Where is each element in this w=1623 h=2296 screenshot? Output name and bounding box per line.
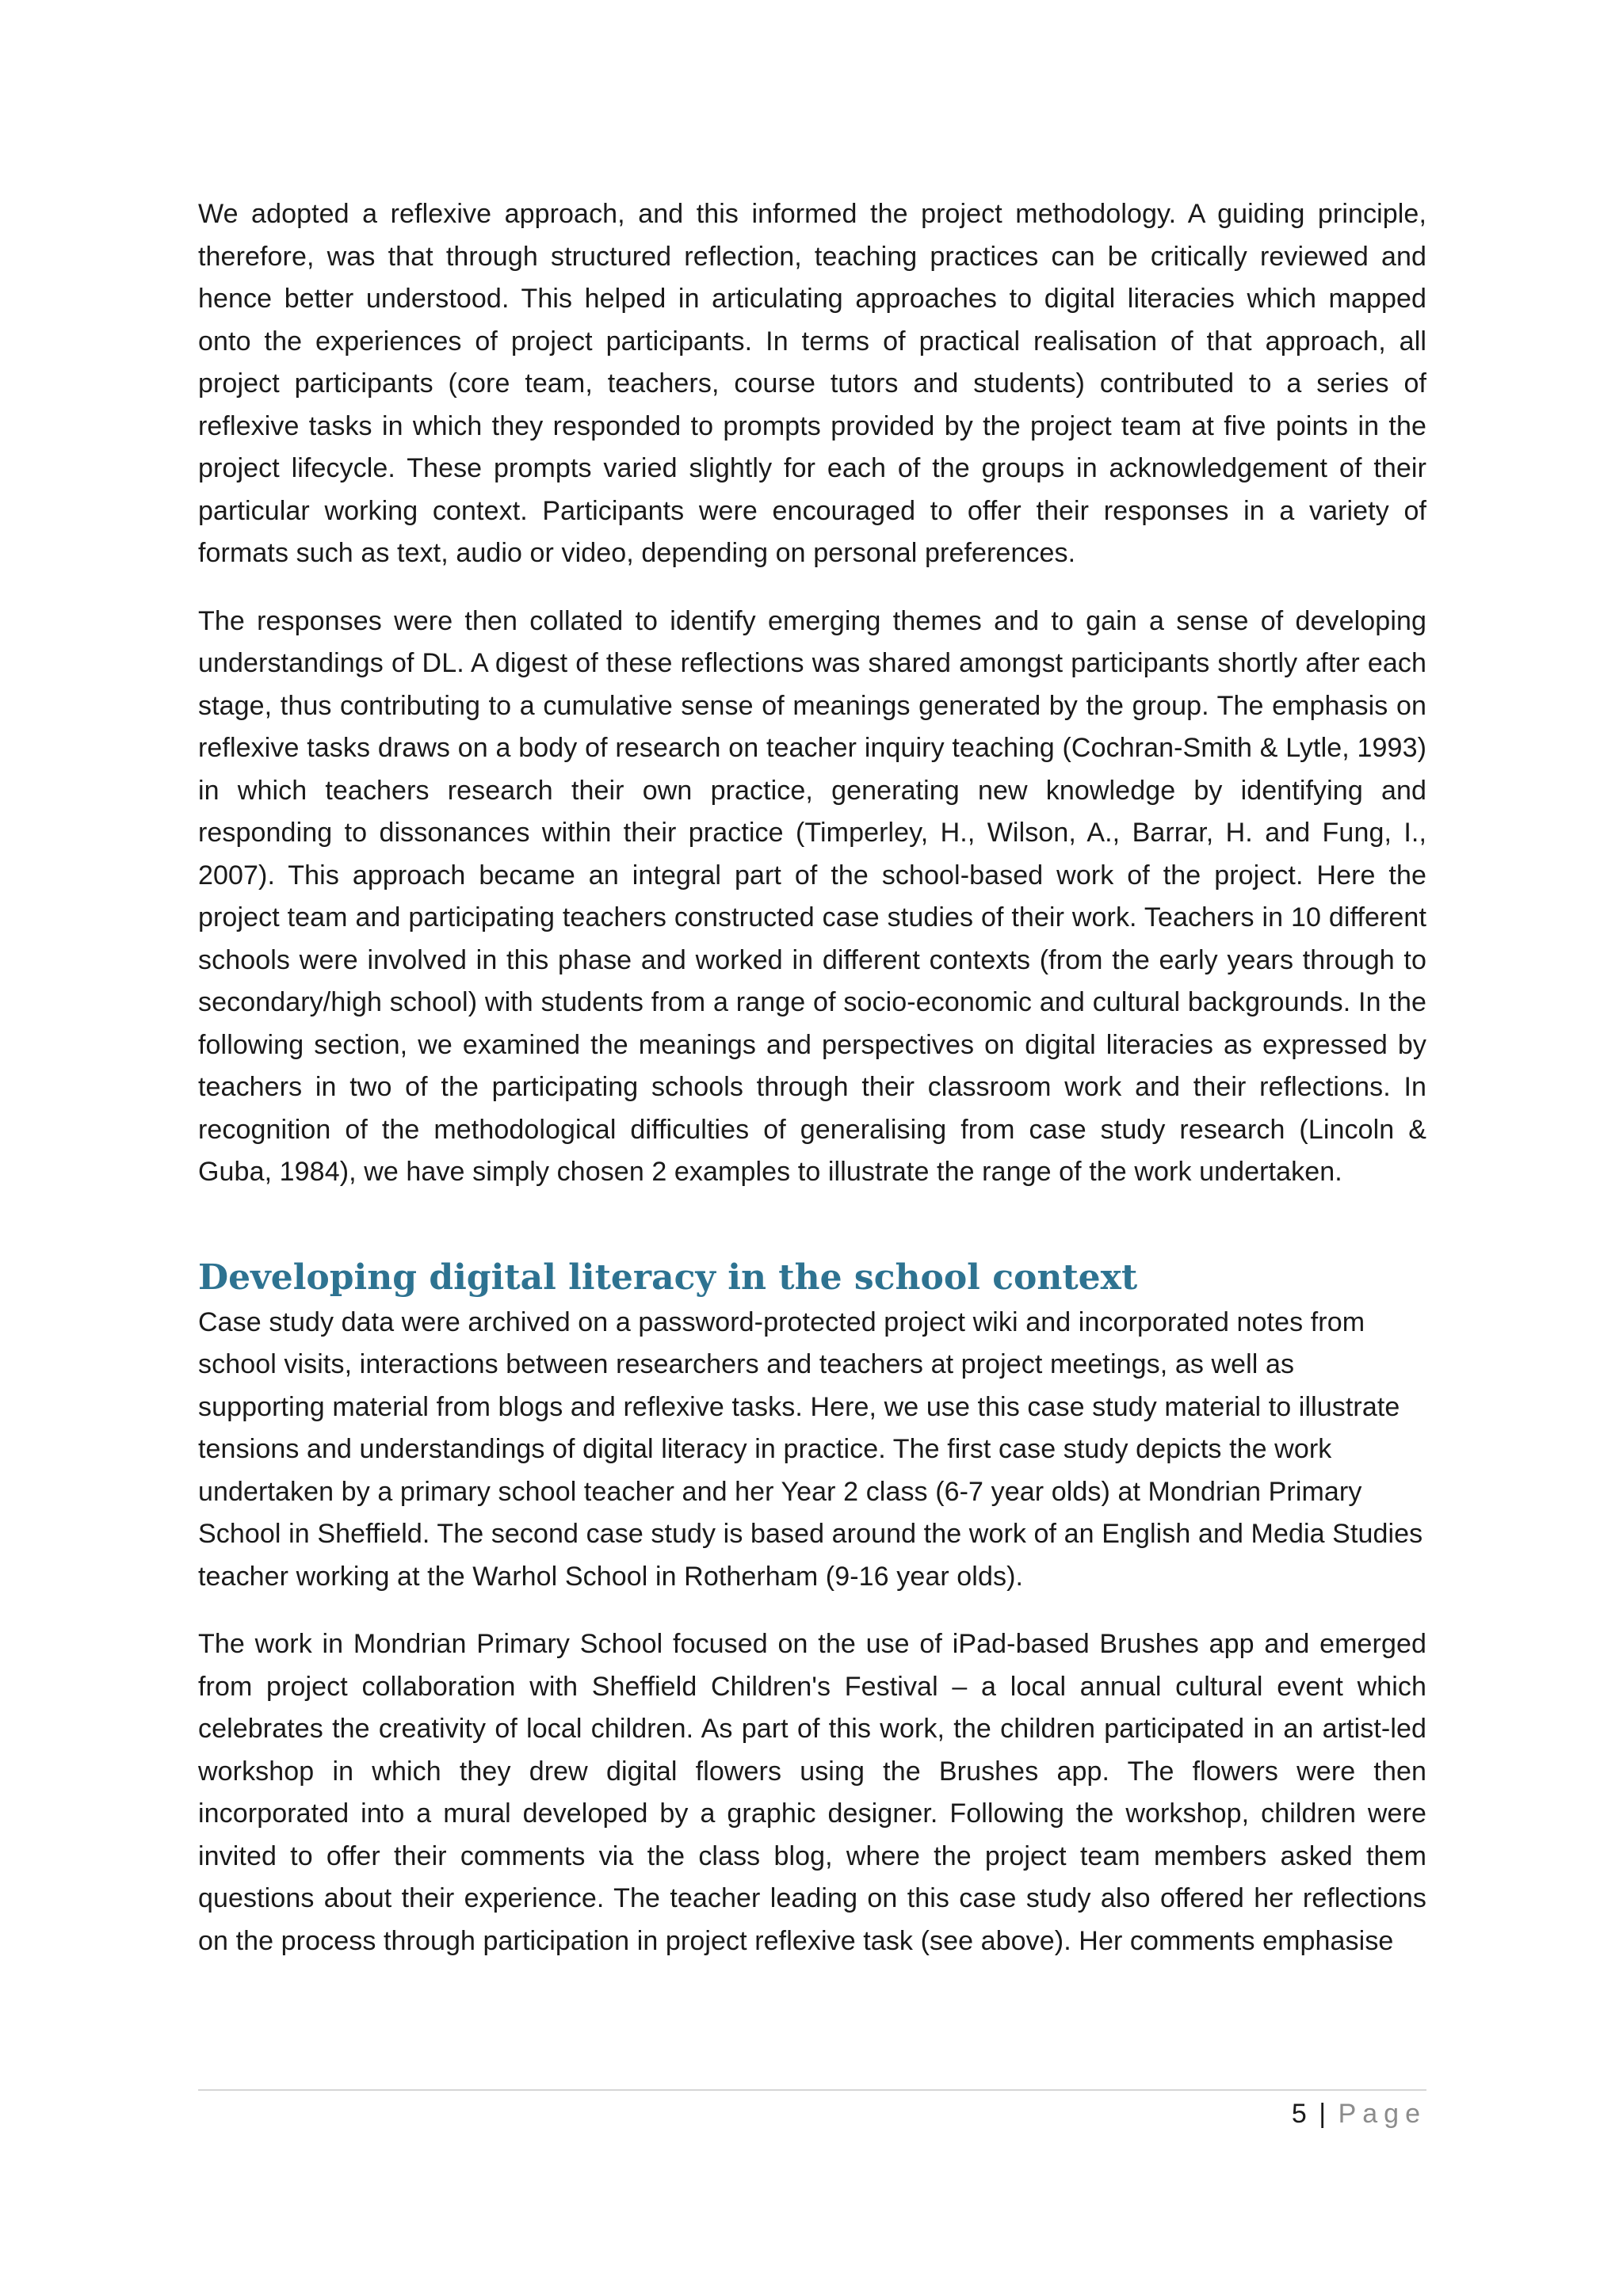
- footer-divider: [198, 2089, 1426, 2091]
- section: [198, 1254, 1426, 1963]
- page-separator: |: [1319, 2099, 1327, 2129]
- body-paragraph: The work in Mondrian Primary School focused on the use of iPad-based Brushes app and emerged from project collaboration with Sheffield Children's Festival – a local annual cultural event which celebrates the creativity of local children. As part of this work, the children participated in an artist-led workshop in which they drew digital flowers using the Brushes app. The flowers were then incorporated into a mural developed by a graphic designer. Following the workshop, children were invited to offer their comments via the class blog, where the project team members asked them questions about their experience. The teacher leading on this case study also offered her reflections on the process through participation in project reflexive task (see above). Her comments emphasise: [198, 1629, 1426, 1956]
- page-number: 5: [1291, 2099, 1307, 2129]
- page-label: Page: [1338, 2099, 1426, 2129]
- body-paragraph: Case study data were archived on a password-protected project wiki and incorporated notes from school visits, interactions between researchers and teachers at project meetings, as well as supporting material from blogs and reflexive tasks. Here, we use this case study material to illustrate tensions and understandings of digital literacy in practice. The first case study depicts the work undertaken by a primary school teacher and her Year 2 class (6-7 year olds) at Mondrian Primary School in Sheffield. The second case study is based around the work of an English and Media Studies teacher working at the Warhol School in Rotherham (9-16 year olds).: [198, 1306, 1423, 1592]
- body-paragraph: The responses were then collated to identify emerging themes and to gain a sense of developing understandings of DL. A digest of these reflections was shared amongst participants shortly after each stage, thus contributing to a cumulative sense of meanings generated by the group. The emphasis on reflexive tasks draws on a body of research on teacher inquiry teaching (Cochran-Smith & Lytle, 1993) in which teachers research their own practice, generating new knowledge by identifying and responding to dissonances within their practice (Timperley, H., Wilson, A., Barrar, H. and Fung, I., 2007). This approach became an integral part of the school-based work of the project. Here the project team and participating teachers constructed case studies of their work. Teachers in 10 different schools were involved in this phase and worked in different contexts (from the early years through to secondary/high school) with students from a range of socio-economic and cultural backgrounds. In the following section, we examined the meanings and perspectives on digital literacies as expressed by teachers in two of the participating schools through their classroom work and their reflections. In recognition of the methodological difficulties of generalising from case study research (Lincoln & Guba, 1984), we have simply chosen 2 examples to illustrate the range of the work undertaken.: [198, 605, 1426, 1187]
- page-footer: [198, 2096, 1426, 2132]
- body-paragraph: We adopted a reflexive approach, and this informed the project methodology. A guiding principle, therefore, was that through structured reflection, teaching practices can be critically reviewed and hence better understood. This helped in articulating approaches to digital literacies which mapped onto the experiences of project participants. In terms of practical realisation of that approach, all project participants (core team, teachers, course tutors and students) contributed to a series of reflexive tasks in which they responded to prompts provided by the project team at five points in the project lifecycle. These prompts varied slightly for each of the groups in acknowledgement of their particular working context. Participants were encouraged to offer their responses in a variety of formats such as text, audio or video, depending on personal preferences.: [198, 199, 1426, 568]
- section-heading: Developing digital literacy in the school context: [198, 1257, 1138, 1298]
- page-content: [198, 193, 1426, 1988]
